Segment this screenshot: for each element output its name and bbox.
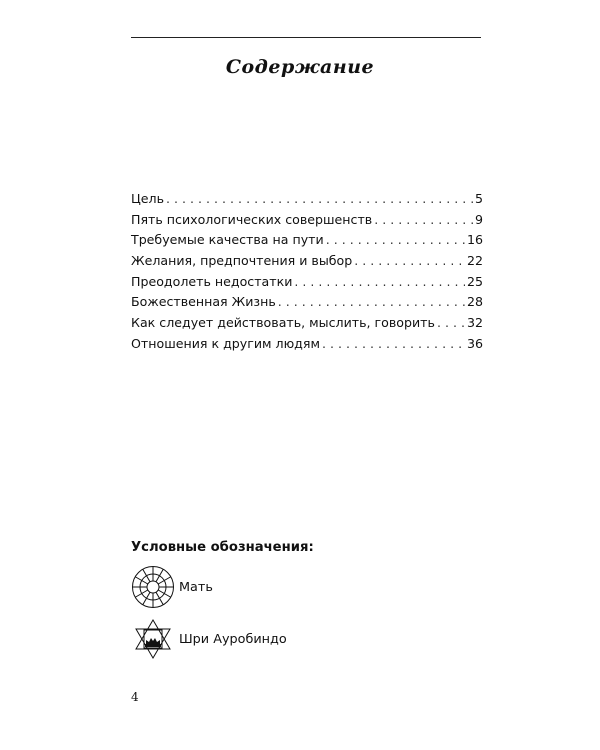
legend-item-sri-aurobindo [131, 617, 287, 661]
dot-leader [322, 336, 465, 351]
dot-leader [326, 232, 465, 247]
toc-entry-title: Как следует действовать, мыслить, говорить [131, 315, 435, 331]
toc-entry-page: 22 [466, 253, 483, 269]
toc-entry-title: Цель [131, 191, 164, 206]
toc-entry-title: Пять психологических совершенств [131, 211, 373, 227]
top-rule [131, 37, 481, 38]
toc-entry[interactable] [131, 232, 483, 253]
dot-leader [294, 274, 465, 289]
toc-entry-page: 16 [466, 232, 483, 248]
dot-leader [374, 212, 473, 227]
toc-entry-title: Требуемые качества на пути [131, 232, 324, 248]
toc-entry-title: Отношения к другим людям [131, 335, 320, 351]
toc-entry[interactable] [131, 336, 483, 357]
toc-entry-page: 28 [466, 294, 483, 310]
toc-entry[interactable] [131, 253, 483, 274]
toc-entry-page: 25 [466, 273, 483, 289]
legend-item-label: Мать [179, 579, 213, 595]
legend-heading: Условные обозначения: [131, 540, 314, 555]
sri-aurobindo-symbol-icon [131, 617, 175, 661]
toc-entry-title: Преодолеть недостатки [131, 273, 293, 289]
legend-item-mother [131, 565, 213, 609]
mother-symbol-icon [131, 565, 175, 609]
toc-entry[interactable] [131, 191, 483, 212]
toc-entry[interactable] [131, 315, 483, 336]
dot-leader [166, 191, 473, 206]
toc-entry[interactable] [131, 274, 483, 295]
toc-entry-page: 9 [474, 211, 483, 227]
toc-entry-title: Божественная Жизнь [131, 294, 276, 310]
page-number: 4 [131, 690, 139, 704]
toc-entry-page: 32 [466, 315, 483, 331]
toc-entry[interactable] [131, 212, 483, 233]
toc-entry[interactable] [131, 294, 483, 315]
toc-entry-page: 36 [466, 335, 483, 351]
dot-leader [278, 294, 465, 309]
dot-leader [354, 253, 465, 268]
toc-entry-title: Желания, предпочтения и выбор [131, 253, 353, 269]
toc-entry-page: 5 [474, 191, 483, 206]
legend-item-label: Шри Ауробиндо [179, 631, 287, 647]
page-title: Содержание [225, 56, 375, 78]
dot-leader [437, 315, 465, 330]
table-of-contents [131, 191, 483, 357]
